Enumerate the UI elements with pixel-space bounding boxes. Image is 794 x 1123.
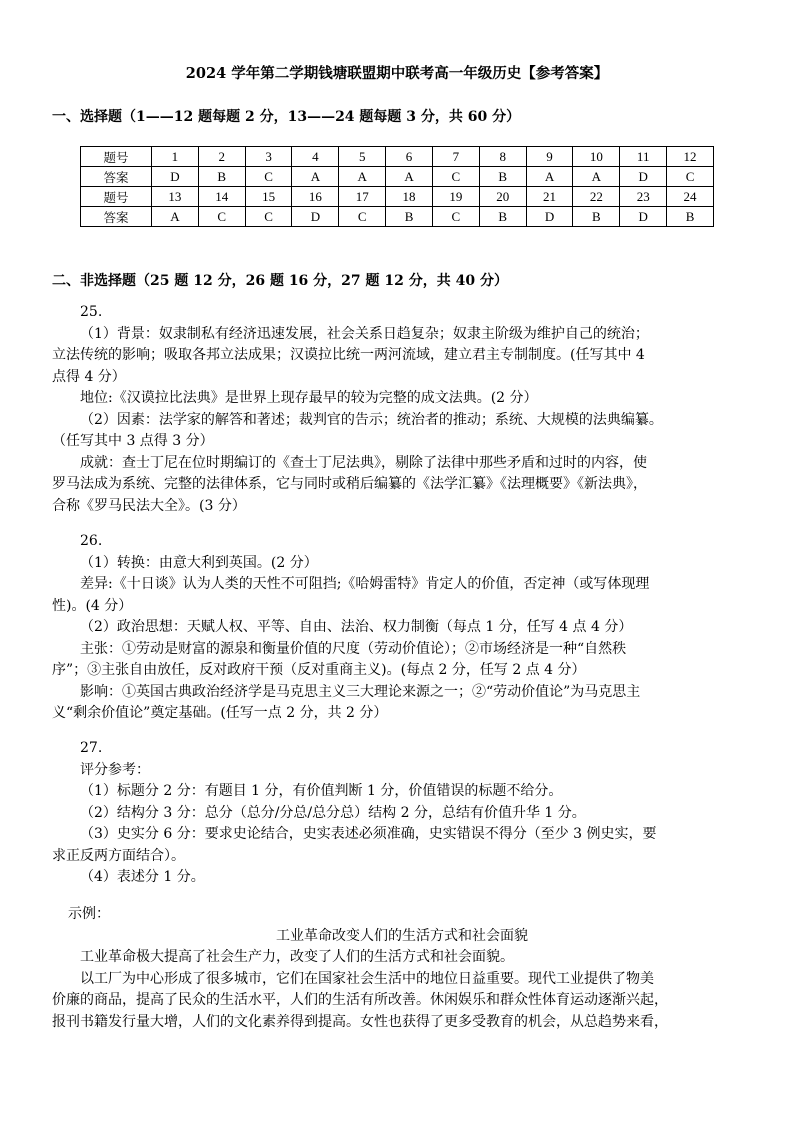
table-cell: 5: [339, 147, 386, 167]
table-cell: C: [432, 207, 479, 227]
row-label-question: 题号: [81, 187, 152, 207]
row-label-answer: 答案: [81, 207, 152, 227]
answer-line: （3）史实分 6 分：要求史论结合，史实表述必须准确，史实错误不得分（至少 3 例史实，要: [80, 826, 657, 842]
table-cell: 4: [292, 147, 339, 167]
example-label: 示例：: [68, 906, 110, 922]
answer-line: 评分参考：: [80, 761, 150, 778]
table-cell: C: [339, 207, 386, 227]
question-number: 25.: [80, 304, 103, 320]
row-label-question: 题号: [81, 147, 152, 167]
table-cell: 1: [152, 147, 199, 167]
table-cell: 6: [386, 147, 433, 167]
section-heading-multiple-choice: 一、选择题（1——12 题每题 2 分，13——24 题每题 3 分，共 60 分）: [52, 109, 521, 125]
table-cell: B: [479, 207, 526, 227]
table-cell: 12: [667, 147, 714, 167]
table-cell: D: [292, 207, 339, 227]
answer-line: （1）背景：奴隶制私有经济迅速发展，社会关系日趋复杂；奴隶主阶级为维护自己的统治；: [80, 325, 649, 342]
table-cell: D: [152, 167, 199, 187]
table-cell: 8: [479, 147, 526, 167]
answer-line: 点得 4 分）: [52, 368, 126, 385]
answer-line: （2）因素：法学家的解答和著述；裁判官的告示；统治者的推动；系统、大规模的法典编纂。: [80, 411, 663, 428]
table-cell: B: [573, 207, 620, 227]
question-25-block: [52, 302, 752, 517]
table-cell: 2: [198, 147, 245, 167]
answer-line: （1）转换：由意大利到英国。(2 分）: [80, 554, 318, 571]
answer-line: （任写其中 3 点得 3 分）: [52, 433, 214, 449]
table-cell: 13: [152, 187, 199, 207]
table-cell: D: [620, 207, 667, 227]
table-cell: C: [198, 207, 245, 227]
table-cell: A: [573, 167, 620, 187]
table-row: [81, 187, 714, 207]
table-cell: B: [479, 167, 526, 187]
answer-line: （4）表述分 1 分。: [80, 869, 205, 885]
answer-line: 义“剩余价值论”奠定基础。(任写一点 2 分，共 2 分）: [52, 705, 388, 721]
row-label-answer: 答案: [81, 167, 152, 187]
table-cell: 23: [620, 187, 667, 207]
question-27-block: [52, 738, 752, 889]
essay-paragraph-line: 价廉的商品，提高了民众的生活水平，人们的生活有所改善。休闲娱乐和群众性体育运动逐渐兴起，: [52, 992, 668, 1008]
table-cell: C: [245, 207, 292, 227]
table-cell: C: [667, 167, 714, 187]
question-26-block: [52, 531, 752, 725]
answer-line: 序”；③主张自由放任，反对政府干预（反对重商主义)。(每点 2 分，任写 2 点 4 分）: [52, 662, 586, 678]
table-cell: A: [386, 167, 433, 187]
answer-line: （2）结构分 3 分：总分（总分/分总/总分总）结构 2 分，总结有价值升华 1 分。: [80, 804, 586, 821]
example-essay-title: 工业革命改变人们的生活方式和社会面貌: [276, 927, 528, 944]
section-heading-non-choice: 二、非选择题（25 题 12 分，26 题 16 分，27 题 12 分，共 40 分）: [52, 273, 508, 289]
table-cell: B: [198, 167, 245, 187]
page-title: 2024 学年第二学期钱塘联盟期中联考高一年级历史【参考答案】: [185, 65, 609, 82]
table-cell: A: [339, 167, 386, 187]
answer-line: 成就：查士丁尼在位时期编订的《查士丁尼法典》，剔除了法律中那些矛盾和过时的内容，使: [80, 454, 647, 471]
answer-line: 罗马法成为系统、完整的法律体系，它与同时或稍后编纂的《法学汇纂》《法理概要》《新法典》，: [52, 476, 647, 492]
table-cell: 15: [245, 187, 292, 207]
question-number: 26.: [80, 533, 103, 549]
answer-line: 差异:《十日谈》认为人类的天性不可阻挡;《哈姆雷特》肯定人的价值，否定神（或写体现理: [80, 576, 650, 592]
table-row: [81, 147, 714, 167]
table-row: [81, 167, 714, 187]
table-cell: 20: [479, 187, 526, 207]
table-cell: 16: [292, 187, 339, 207]
answer-line: 合称《罗马民法大全》。(3 分）: [52, 497, 246, 514]
table-cell: 11: [620, 147, 667, 167]
table-cell: 9: [526, 147, 573, 167]
table-cell: D: [526, 207, 573, 227]
table-cell: 3: [245, 147, 292, 167]
table-cell: 24: [667, 187, 714, 207]
answer-line: 影响：①英国古典政治经济学是马克思主义三大理论来源之一；②“劳动价值论”为马克思主: [80, 683, 641, 700]
essay-paragraph-line: 以工厂为中心形成了很多城市，它们在国家社会生活中的地位日益重要。现代工业提供了物美: [80, 970, 654, 987]
table-cell: B: [667, 207, 714, 227]
question-number: 27.: [80, 740, 103, 756]
answer-line: 地位:《汉谟拉比法典》是世界上现存最早的较为完整的成文法典。(2 分）: [80, 390, 538, 406]
answer-line: （2）政治思想：天赋人权、平等、自由、法治、权力制衡（每点 1 分，任写 4 点 4 分）: [80, 619, 633, 635]
essay-paragraph-line: 工业革命极大提高了社会生产力，改变了人们的生活方式和社会面貌。: [80, 949, 514, 965]
answer-line: （1）标题分 2 分：有题目 1 分，有价值判断 1 分，价值错误的标题不给分。: [80, 783, 563, 799]
table-cell: A: [292, 167, 339, 187]
table-cell: 21: [526, 187, 573, 207]
answer-key-table: [80, 146, 714, 227]
table-cell: 17: [339, 187, 386, 207]
table-row: [81, 207, 714, 227]
table-cell: 7: [432, 147, 479, 167]
table-cell: A: [152, 207, 199, 227]
table-cell: B: [386, 207, 433, 227]
answer-line: 性)。(4 分）: [52, 597, 133, 614]
answer-line: 主张：①劳动是财富的源泉和衡量价值的尺度（劳动价值论）；②市场经济是一种“自然秩: [80, 640, 627, 657]
table-cell: A: [526, 167, 573, 187]
table-cell: C: [432, 167, 479, 187]
table-cell: 22: [573, 187, 620, 207]
table-cell: 10: [573, 147, 620, 167]
table-cell: C: [245, 167, 292, 187]
table-cell: 18: [386, 187, 433, 207]
table-cell: 14: [198, 187, 245, 207]
essay-paragraph-line: 报刊书籍发行量大增，人们的文化素养得到提高。女性也获得了更多受教育的机会，从总趋势来看，: [52, 1013, 668, 1030]
table-cell: D: [620, 167, 667, 187]
table-cell: 19: [432, 187, 479, 207]
answer-line: 立法传统的影响；吸取各邦立法成果；汉谟拉比统一两河流域，建立君主专制制度。(任写其中 4: [52, 347, 645, 363]
example-essay-block: [52, 904, 752, 1033]
answer-line: 求正反两方面结合）。: [52, 847, 185, 864]
